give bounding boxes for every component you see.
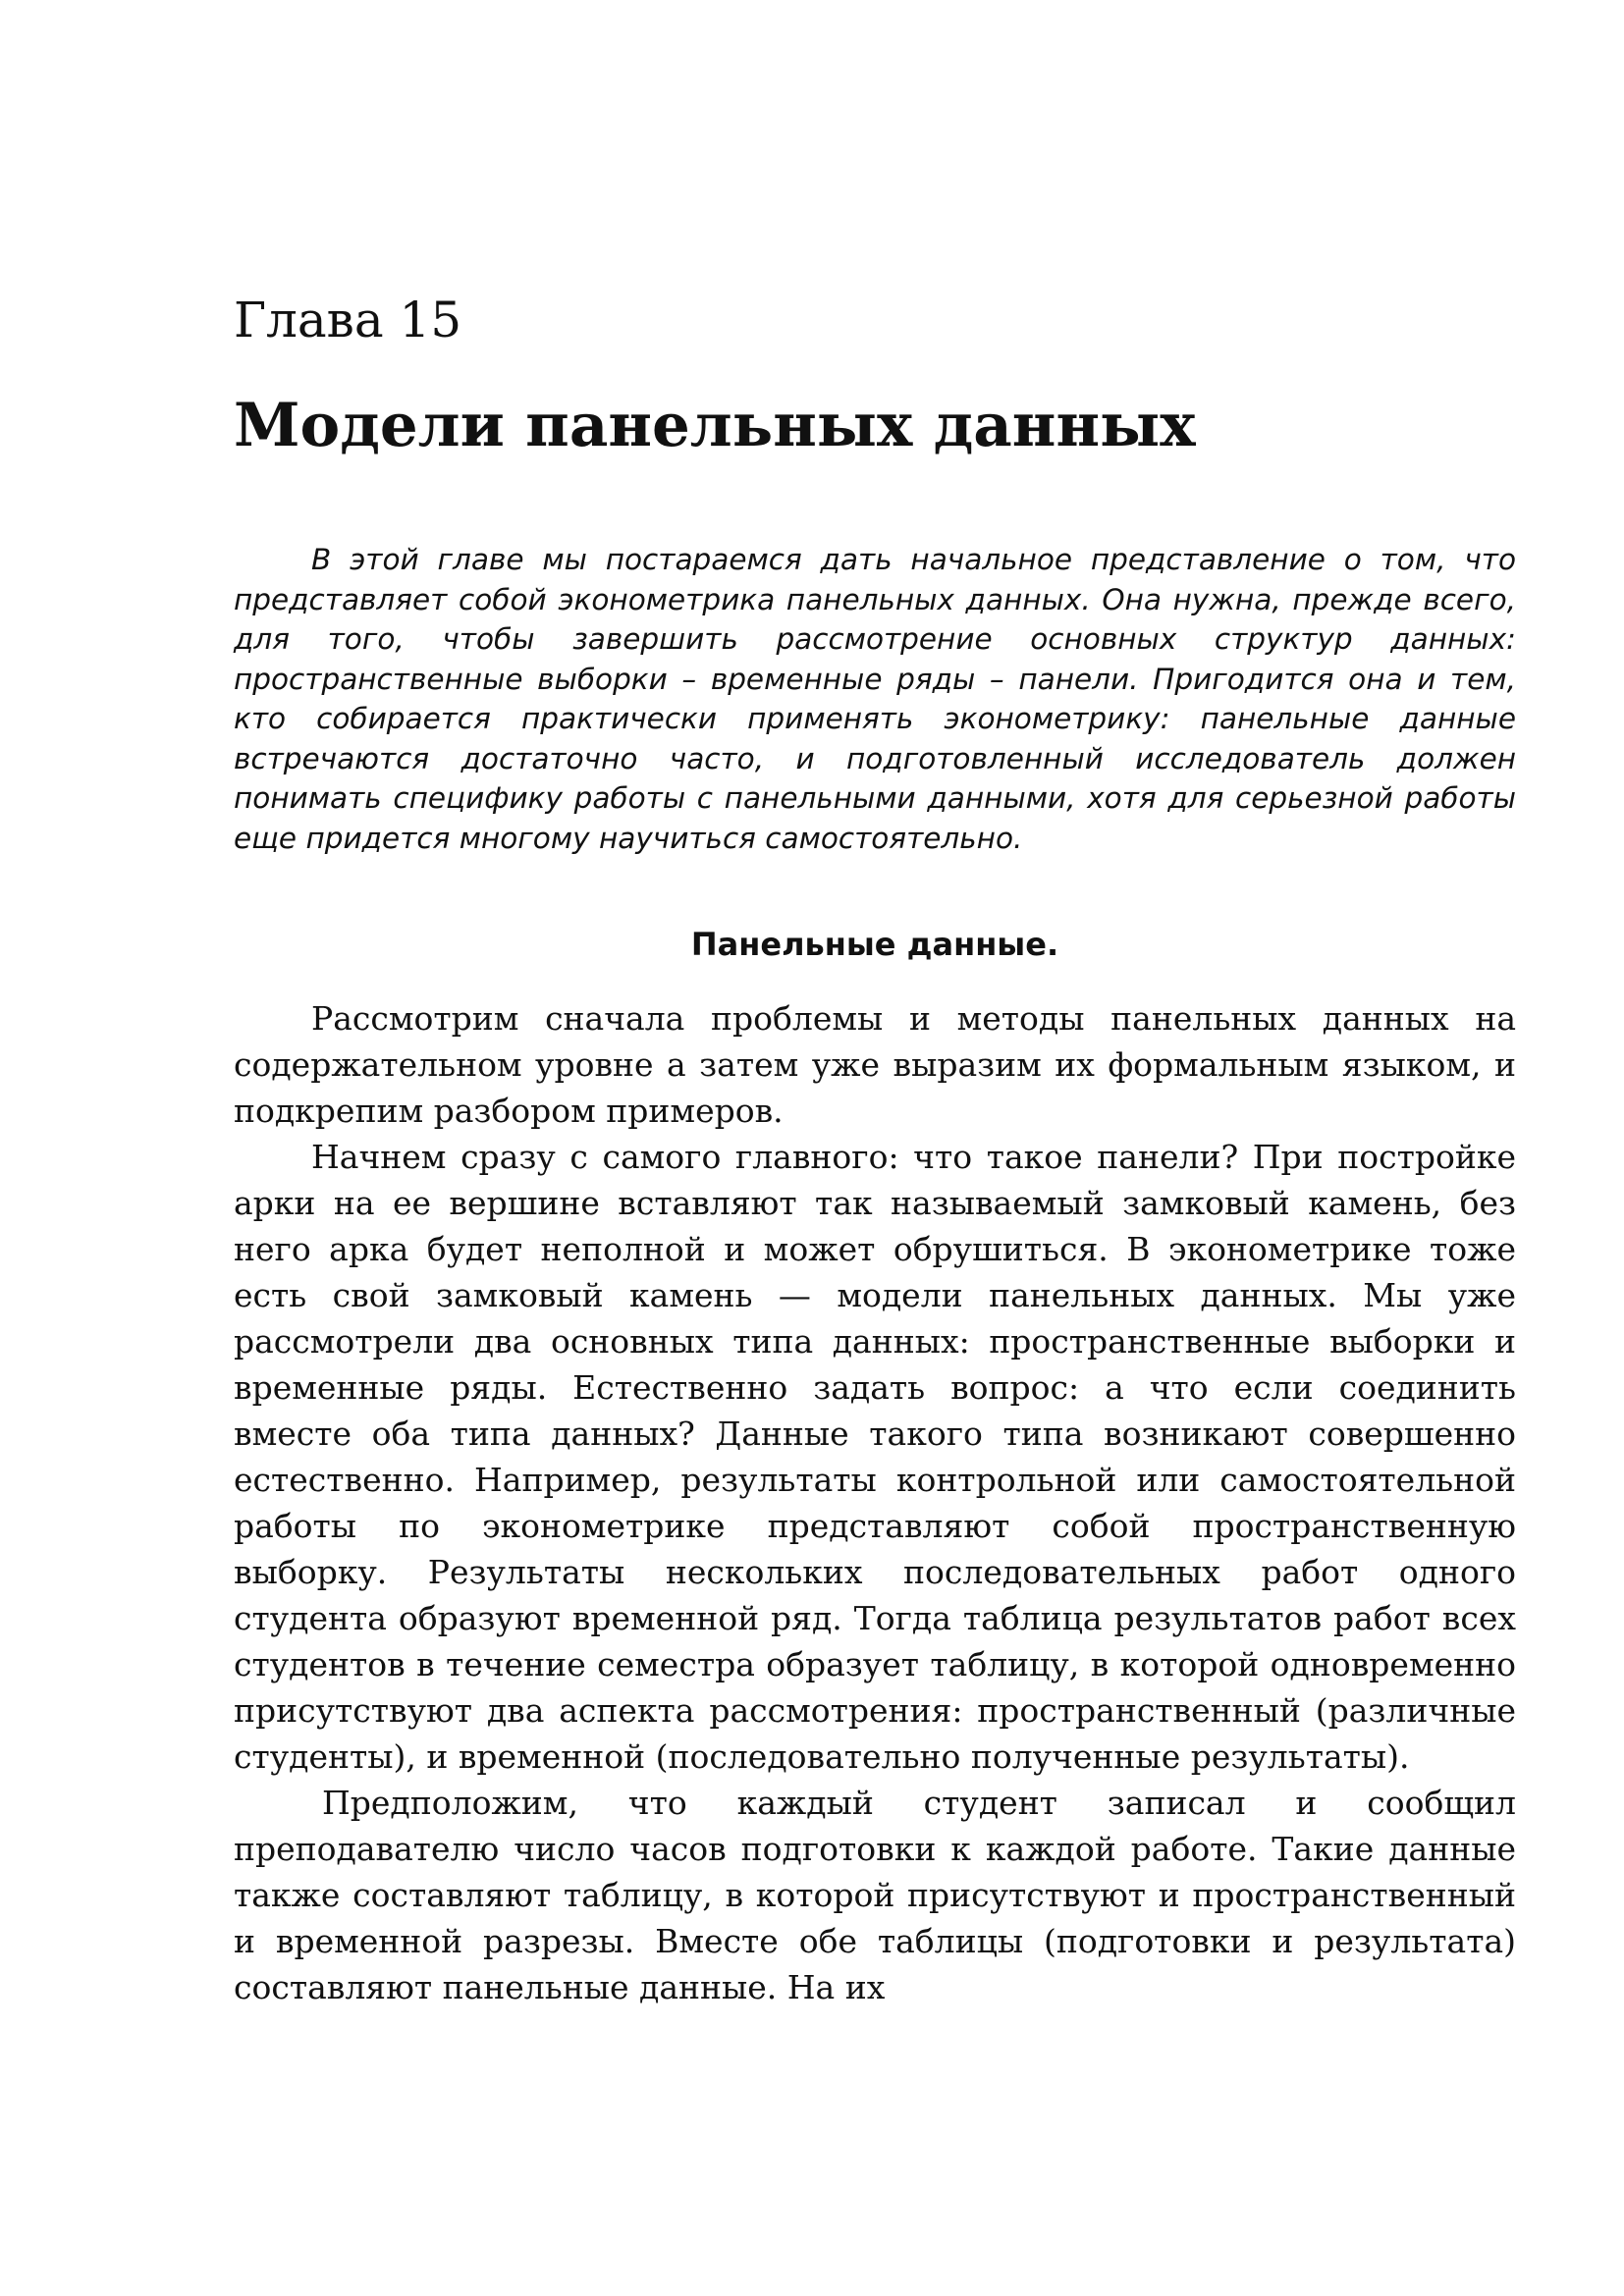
body-paragraph: Рассмотрим сначала проблемы и методы панельных данных на содержательном уровне а затем уже выразим их формальным языком, и подкрепим разбором примеров. — [234, 999, 1516, 1130]
section-body — [234, 995, 1516, 2010]
page-content — [234, 285, 1516, 2010]
chapter-title: Модели панельных данных — [234, 391, 1196, 460]
chapter-label: Глава 15 — [234, 292, 462, 348]
section-title: Панельные данные. — [690, 926, 1059, 963]
body-paragraph: Предположим, что каждый студент записал и сообщил преподавателю число часов подготовки к каждой работе. Такие данные также составляют таблицу, в которой присутствуют и пространственный и временной разрезы. Вместе обе таблицы (подготовки и результата) составляют панельные данные. На их — [234, 1784, 1516, 2006]
body-paragraph: Начнем сразу с самого главного: что такое панели? При постройке арки на ее вершине вставляют так называемый замковый камень, без него арка будет неполной и может обрушиться. В эконометрике тоже есть свой замковый камень — модели панельных данных. Мы уже рассмотрели два основных типа данных: пространственные выборки и временные ряды. Естественно задать вопрос: а что если соединить вместе оба типа данных? Данные такого типа возникают совершенно естественно. Например, результаты контрольной или самостоятельной работы по эконометрике представляют собой пространственную выборку. Результаты нескольких последовательных работ одного студента образуют временной ряд. Тогда таблица результатов работ всех студентов в течение семестра образует таблицу, в которой одновременно присутствуют два аспекта рассмотрения: пространственный (различные студенты), и временной (последовательно полученные результаты). — [234, 1138, 1516, 1776]
chapter-epigraph: В этой главе мы постараемся дать начальное представление о том, что представляет собой эконометрика панельных данных. Она нужна, прежде всего, для того, чтобы завершить рассмотрение основных структур данных: пространственные выборки – временные ряды – панели. Пригодится она и тем, кто собирается практически применять эконометрику: панельные данные встречаются достаточно часто, и подготовленный исследователь должен понимать специфику работы с панельными данными, хотя для серьезной работы еще придется многому научиться самостоятельно. — [234, 543, 1516, 855]
